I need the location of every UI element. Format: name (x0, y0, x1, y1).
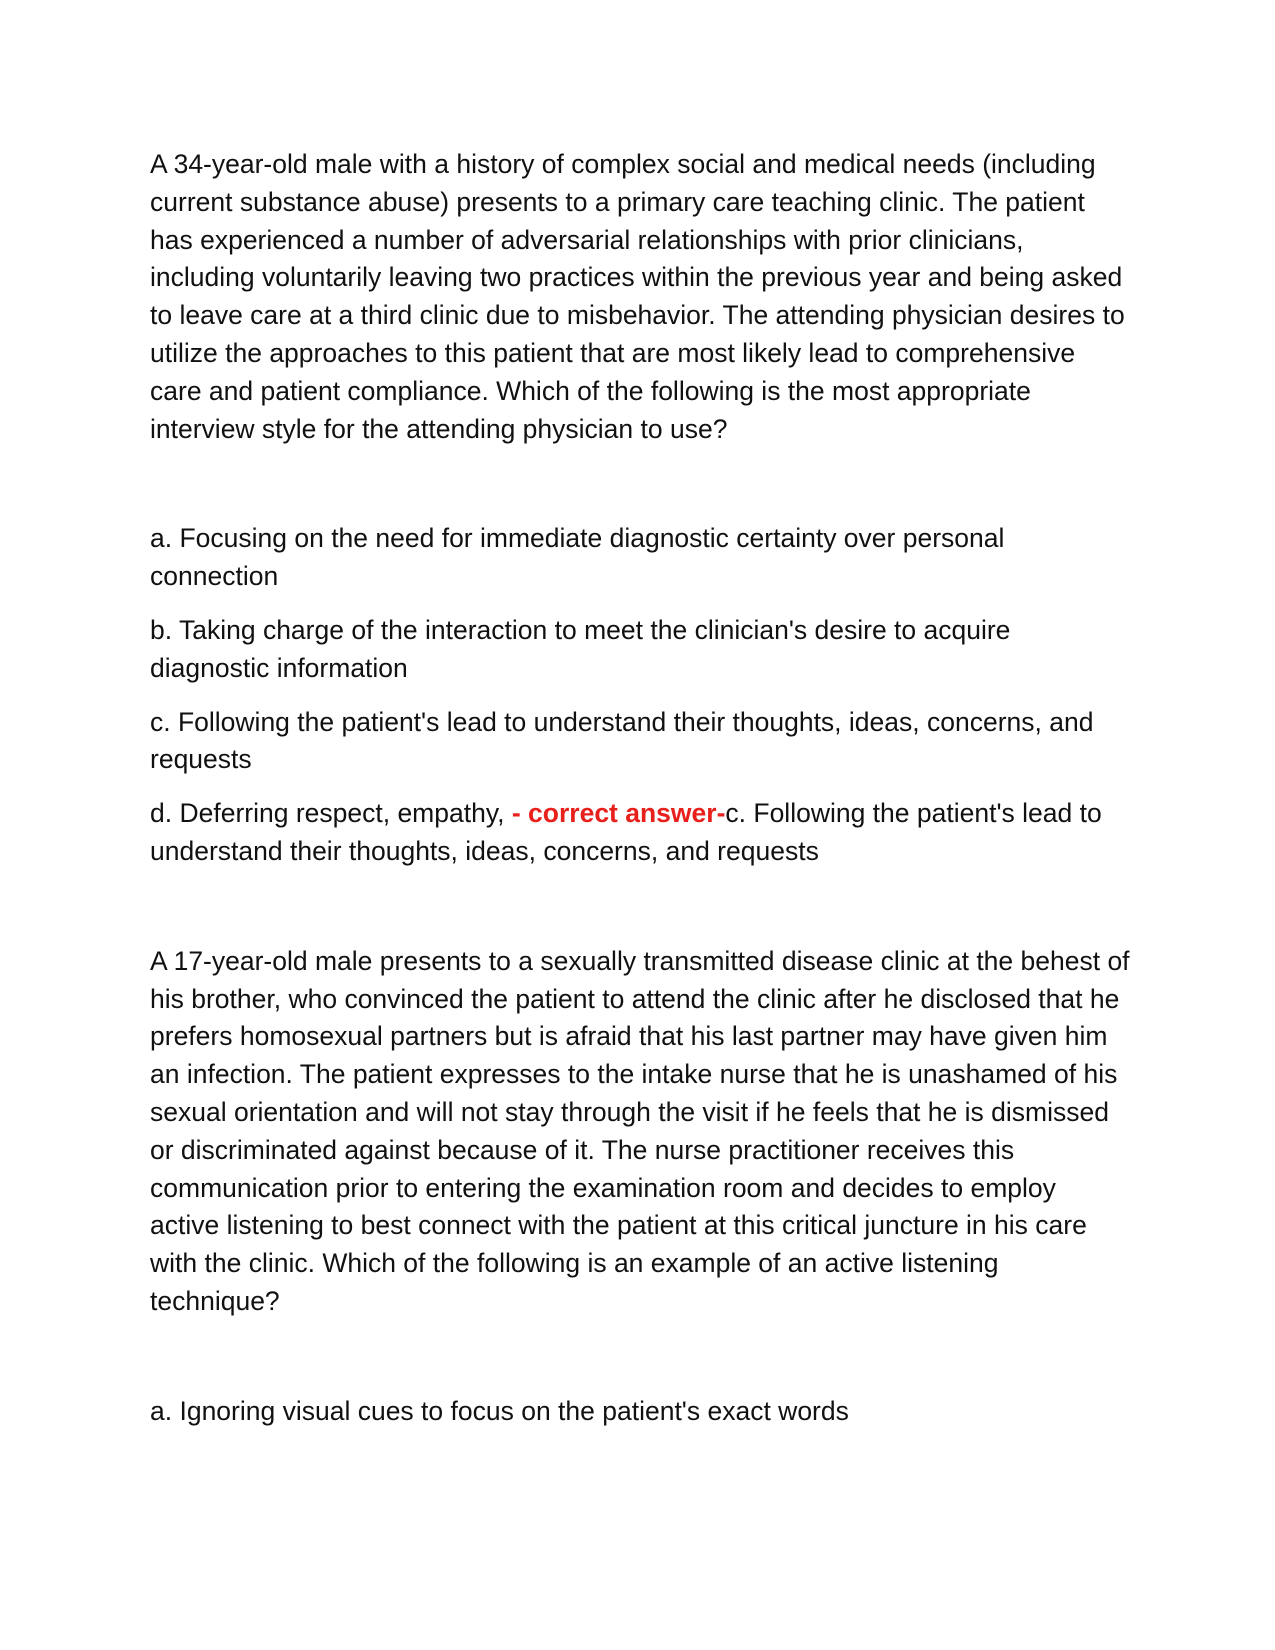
question-1-stem: A 34-year-old male with a history of complex social and medical needs (including current substance abuse) presents to a primary care teaching clinic. The patient has experienced a number of adversarial relationships with prior clinicians, including voluntarily leaving two practices within the previous year and being asked to leave care at a third clinic due to misbehavior. The attending physician desires to utilize the approaches to this patient that are most likely lead to comprehensive care and patient compliance. Which of the following is the most appropriate interview style for the attending physician to use? (150, 149, 1125, 444)
question-2-stem: A 17-year-old male presents to a sexually transmitted disease clinic at the behest of his brother, who convinced the patient to attend the clinic after he disclosed that he prefers homosexual partners but is afraid that his last partner may have given him an infection. The patient expresses to the intake nurse that he is unashamed of his sexual orientation and will not stay through the visit if he feels that he is dismissed or discriminated against because of it. The nurse practitioner receives this communication prior to entering the examination room and decides to employ active listening to best connect with the patient at this critical juncture in his care with the clinic. Which of the following is an example of an active listening technique? (150, 945, 1130, 1316)
question-2-option-a: a. Ignoring visual cues to focus on the patient's exact words (150, 1395, 849, 1426)
question-1-option-a: a. Focusing on the need for immediate diagnostic certainty over personal connection (150, 523, 1005, 592)
question-1-option-c: c. Following the patient's lead to understand their thoughts, ideas, concerns, and requests (150, 706, 1094, 775)
question-1-option-d-with-answer (150, 795, 1130, 871)
correct-answer-marker: - correct answer- (511, 798, 726, 829)
question-1-option-d: d. Deferring respect, empathy, (150, 798, 512, 829)
document-page (150, 146, 1130, 1447)
question-1-correct-answer: c. Following the patient's lead to understand their thoughts, ideas, concerns, and requests (150, 798, 1102, 866)
question-1-option-b: b. Taking charge of the interaction to meet the clinician's desire to acquire diagnostic information (150, 614, 1011, 683)
